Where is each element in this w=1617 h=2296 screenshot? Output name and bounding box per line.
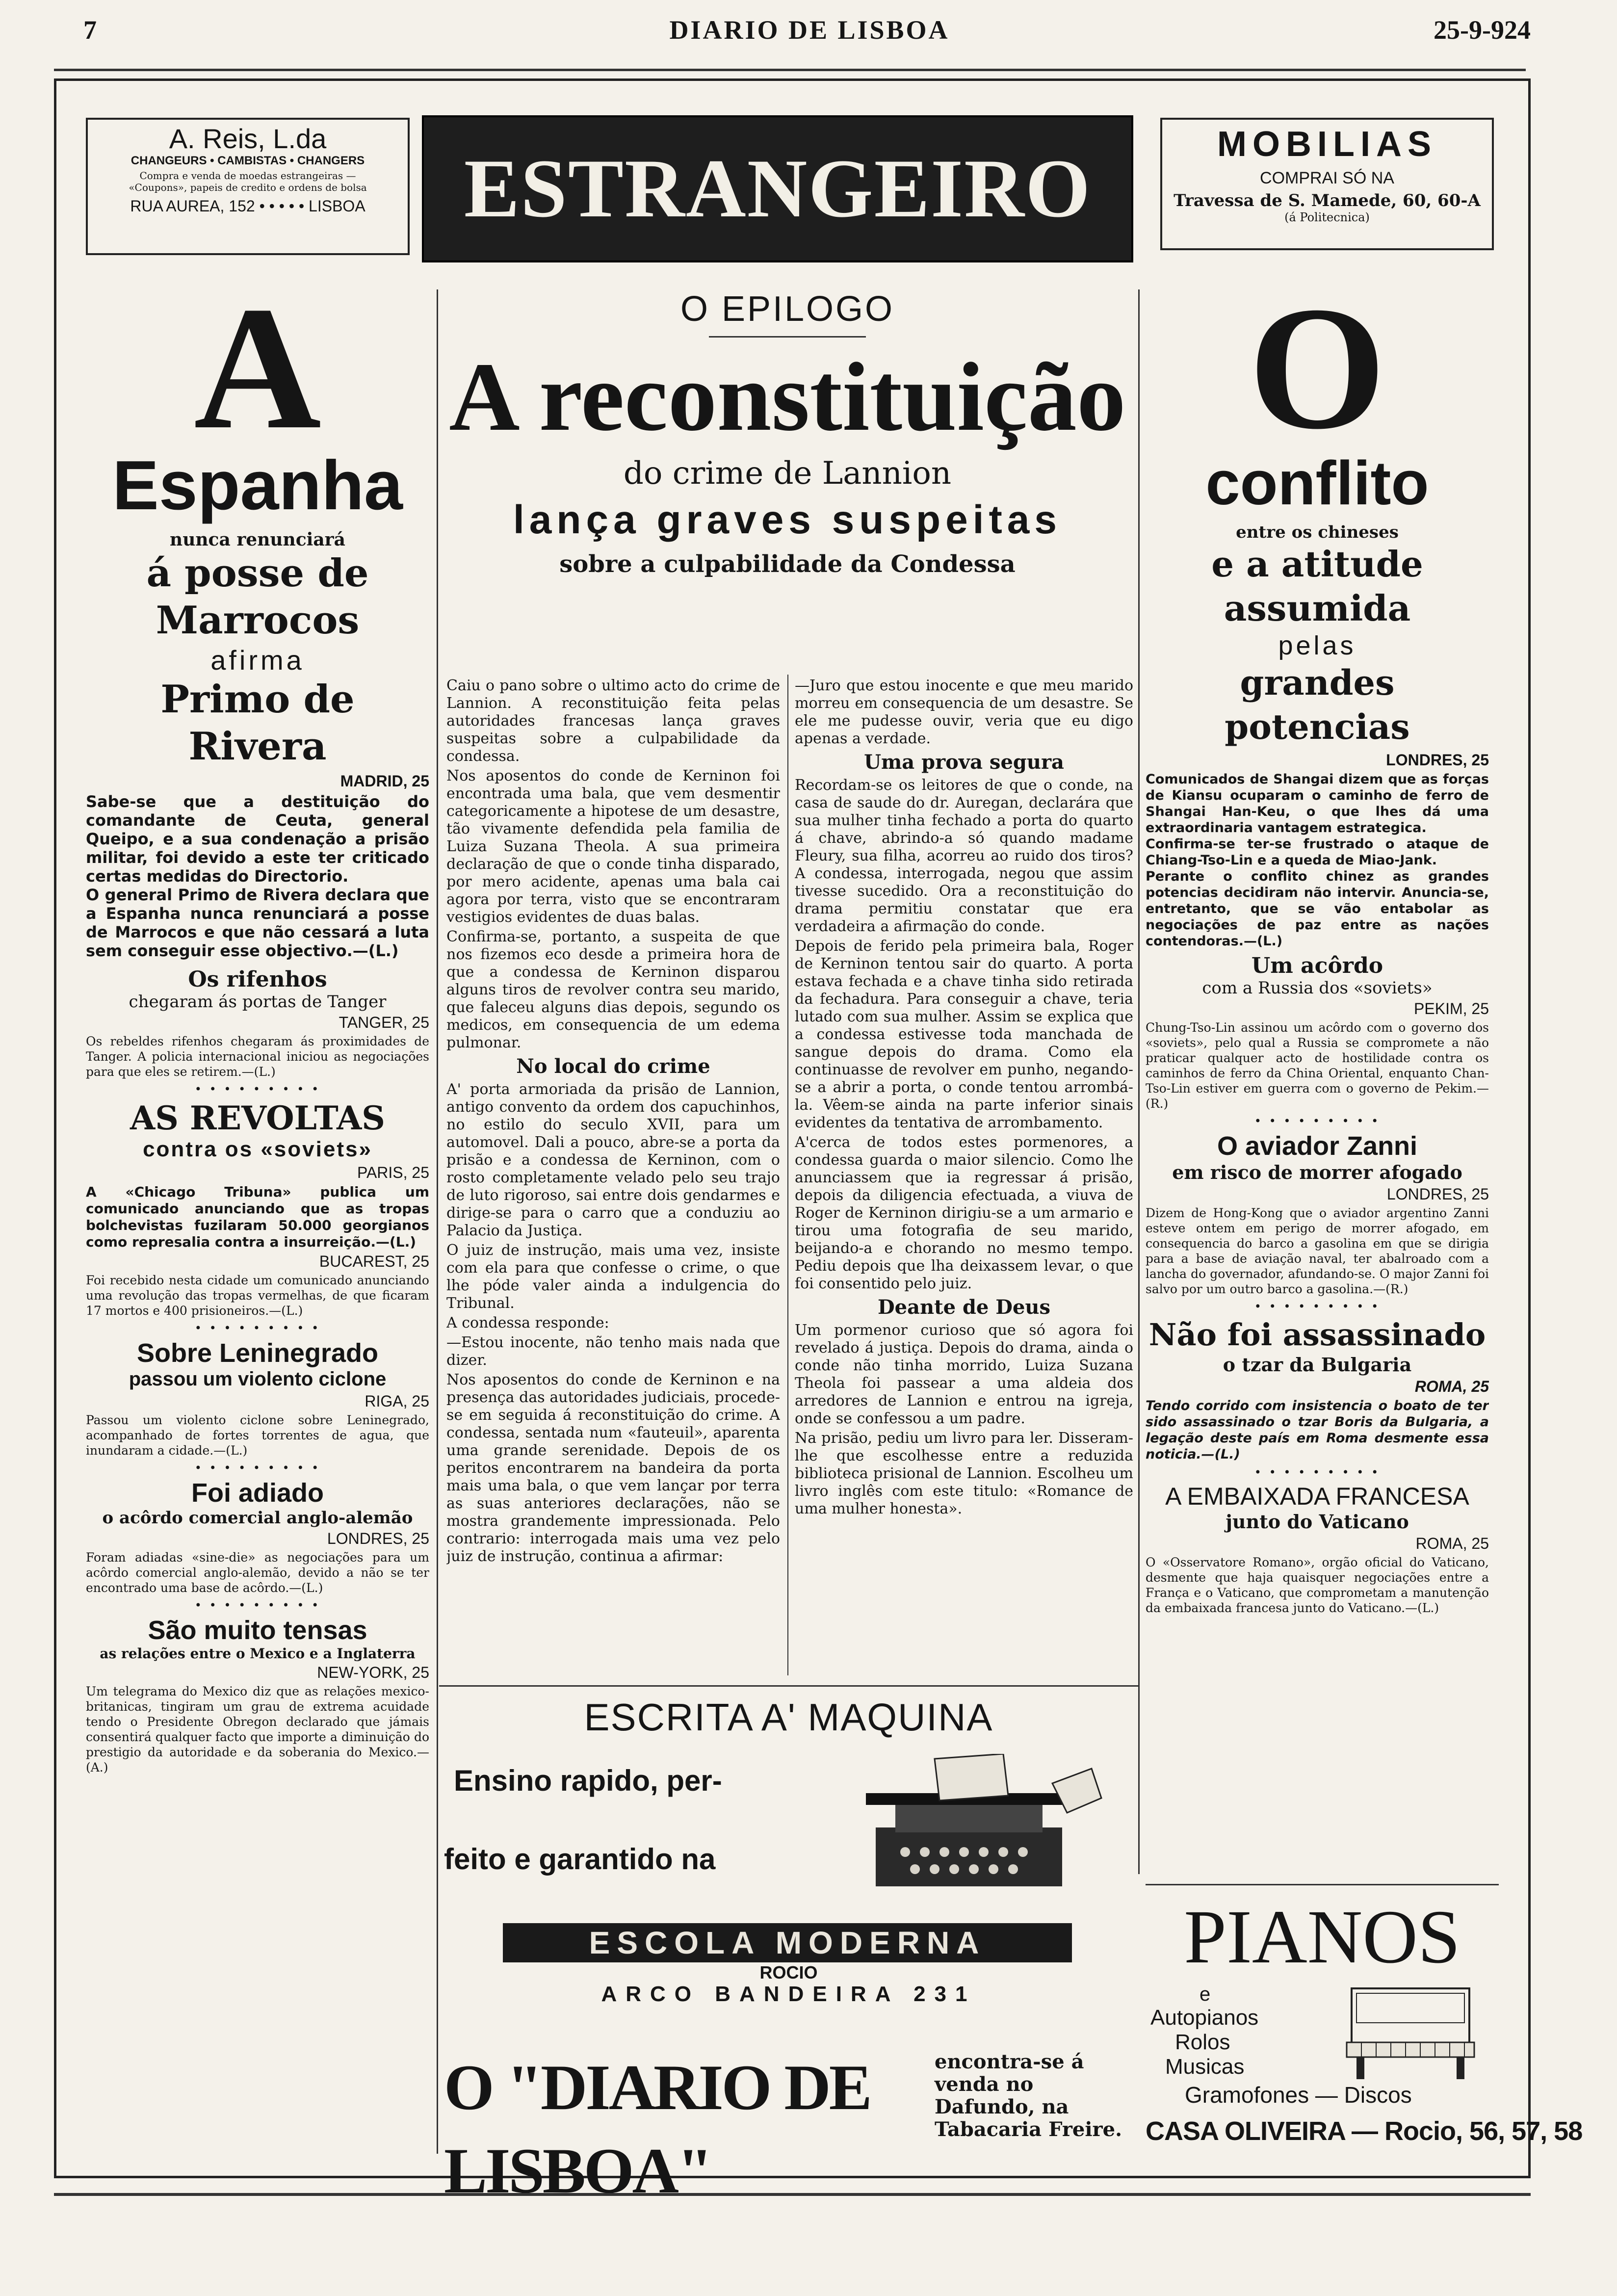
revoltas-sub: contra os «soviets» (143, 1137, 372, 1161)
ad-pianos-item-2: Autopianos (1150, 2006, 1259, 2030)
masthead-rule (54, 69, 1526, 71)
separator-6: • • • • • • • • • (1254, 1300, 1381, 1313)
right-place-1: LONDRES, 25 (1386, 751, 1489, 769)
right-body-2: Confirma-se ter-se frustrado o ataque de Chiang-Tso-Lin e a queda de Miao-Jank. (1146, 836, 1489, 868)
center-head-1: A reconstituição (449, 343, 1126, 451)
center-sub-2: Uma prova segura (864, 751, 1064, 774)
issue-date: 25-9-924 (1434, 15, 1531, 45)
ad-escrita (444, 1690, 1133, 2004)
left-column (86, 287, 429, 2166)
revoltas-place: PARIS, 25 (357, 1164, 429, 1181)
center-kicker: O EPILOGO (680, 289, 895, 329)
center-col1-p2: Nos aposentos do conde de Kerninon foi encontrada uma bala, que vem desmentir categoricamente a hipotese de um desastre, tão vivamente defendida pela familia de Luiza Suzana Theola. A sua primeira declaração de que o conde tinha disparado, por mero acidente, apenas uma bala cai agora por terra, visto que se encontraram vestigios evidentes de duas balas. (446, 767, 780, 926)
right-head-5: grandes potencias (1225, 662, 1410, 747)
ad-reis-line1: CHANGEURS • CAMBISTAS • CHANGERS (130, 154, 365, 167)
center-sub-3: Deante de Deus (877, 1296, 1051, 1319)
rifenhos-head: Os rifenhos (188, 967, 327, 992)
ad-reis-name: A. Reis, L.da (169, 123, 327, 154)
ad-escrita-school: ESCOLA MODERNA (503, 1923, 1072, 1962)
right-body-1: Comunicados de Shangai dizem que as forças de Kiansu ocuparam o caminho de ferro de Shangai Han-Keu, o que lhes dá uma extraordinaria vantagem estrategica. (1146, 772, 1489, 835)
leninegrado-body: Passou um violento ciclone sobre Leninegrado, acompanhado de fortes torrentes de agua, que inundaram a cidade.—(L.) (86, 1413, 429, 1458)
tzar-body: Tendo corrido com insistencia o boato de ter sido assassinado o tzar Boris da Bulgaria, a legação deste país em Roma desmente essa noticia.—(L.) (1146, 1398, 1489, 1462)
acordo-place: PEKIM, 25 (1414, 1000, 1489, 1018)
center-col1-p1: Caiu o pano sobre o ultimo acto do crime de Lannion. A reconstituição feita pelas autoridades francesas lança graves suspeitas sobre a culpabilidade da condessa. (446, 677, 780, 765)
center-head-4: sobre a culpabilidade da Condessa (559, 550, 1016, 578)
tzar-place: ROMA, 25 (1414, 1378, 1489, 1395)
ad-pianos (1146, 1884, 1583, 2168)
right-big-letter: O (1248, 287, 1386, 466)
ad-diario-big: O "DIARIO DE LISBOA" (444, 2051, 870, 2207)
center-col1b-p5: Nos aposentos do conde de Kerninon e na presença das autoridades judiciais, procede-se em seguida á reconstituição do crime. A condessa, sentada num «fauteuil», aparenta uma grande serenidade. Depois de os peritos encontrarem na bandeira da porta mais uma bala, o que vem lançar por terra as suas anteriores declarações, não se mostra grandemente impressionada. Pelo contrario: interrogada mais uma vez pelo juiz de instrução, continua a afirmar: (446, 1371, 780, 1565)
tzar-head: Não foi assassinado (1148, 1317, 1486, 1353)
rifenhos-sub: chegaram ás portas de Tanger (129, 992, 387, 1012)
left-place-1: MADRID, 25 (340, 772, 429, 790)
bucarest-body: Foi recebido nesta cidade um comunicado anunciando uma revolução das tropas vermelhas, de que ficaram 17 mortos e 400 prisioneiros.—(L.) (86, 1273, 429, 1318)
rifenhos-place: TANGER, 25 (339, 1014, 429, 1031)
kicker-rule (709, 336, 866, 338)
embaixada-place: ROMA, 25 (1415, 1535, 1489, 1552)
left-body-2: O general Primo de Rivera declara que a Espanha nunca renunciará a posse de Marrocos e que não cessará a luta sem conseguir esse objectivo.—(L.) (86, 886, 429, 960)
left-big-letter: A (194, 287, 321, 466)
center-col-1 (446, 677, 780, 1683)
ad-pianos-footer: CASA OLIVEIRA — Rocio, 56, 57, 58 (1146, 2116, 1583, 2146)
ad-escrita-line2: feito e garantido na (444, 1843, 716, 1876)
acordo-sub: com a Russia dos «soviets» (1202, 978, 1433, 998)
ad-reis (86, 118, 410, 255)
center-col1b-p4: —Estou inocente, não tenho mais nada que dizer. (446, 1334, 780, 1369)
separator-3: • • • • • • • • • (194, 1461, 321, 1475)
typewriter-illustration (836, 1754, 1111, 1901)
section-title: ESTRANGEIRO (464, 142, 1092, 235)
center-col2c-p2: Na prisão, pediu um livro para ler. Disseram-lhe que escolhesse entre a reduzida biblioteca prisional de Lannion. Escolheu um livro inglês com este titulo: «Romance de uma mulher honesta». (795, 1430, 1133, 1517)
left-head-3: á posse de Marrocos (146, 551, 369, 643)
center-col2-p1: —Juro que estou inocente e que meu marido morreu em consequencia de um desastre. Se ele me pudesse ouvir, veria que eu digo apenas a verdade. (795, 677, 1133, 747)
left-body-1: Sabe-se que a destituição do comandante de Ceuta, general Queipo, e a sua condenação a prisão militar, foi devido a este ter criticado certas medidas do Directorio. (86, 792, 429, 886)
acordo-head: Um acôrdo (1251, 953, 1383, 978)
adiado-body: Foram adiadas «sine-die» as negociações para um acôrdo comercial anglo-alemão, devido a não se ter encontrado uma base de acôrdo.—(L.) (86, 1550, 429, 1595)
revoltas-body: A «Chicago Tribuna» publica um comunicado anunciando que as tropas bolchevistas fuzilaram 50.000 georgianos como represalia contra a insurreição.—(L.) (86, 1184, 429, 1250)
embaixada-head: A EMBAIXADA FRANCESA (1165, 1483, 1469, 1510)
ad-pianos-item-1: e (1200, 1983, 1211, 2005)
separator-5: • • • • • • • • • (1254, 1114, 1381, 1128)
left-head-2: nunca renunciará (170, 529, 345, 550)
section-banner (422, 115, 1133, 262)
ad-mobilias (1160, 118, 1494, 250)
ad-pianos-item-3: Rolos (1175, 2030, 1230, 2054)
zanni-sub: em risco de morrer afogado (1172, 1161, 1462, 1183)
column-rule-1 (437, 289, 438, 2154)
newspaper-title: DIARIO DE LISBOA (669, 15, 950, 45)
separator-1: • • • • • • • • • (194, 1082, 321, 1096)
separator-7: • • • • • • • • • (1254, 1465, 1381, 1479)
adiado-sub: o acôrdo comercial anglo-alemão (102, 1508, 413, 1528)
ad-mobilias-title: MOBILIAS (1217, 125, 1437, 164)
right-head-4: pelas (1278, 631, 1356, 660)
right-body-3: Perante o conflito chinez as grandes potencias decidiram não intervir. Anuncia-se, entretanto, que se vão entabolar as negociações de paz entre as nações contendoras.—(L.) (1146, 869, 1489, 949)
zanni-place: LONDRES, 25 (1386, 1185, 1489, 1203)
ad-top-rule (439, 1685, 1138, 1687)
adiado-place: LONDRES, 25 (327, 1530, 429, 1547)
separator-4: • • • • • • • • • (194, 1598, 321, 1612)
zanni-body: Dizem de Hong-Kong que o aviador argentino Zanni esteve ontem em perigo de morrer afogado, em consequencia do barco a gasolina em que se dirigia para a base de aviação naval, ter abalroado com a lancha do governador, afundando-se. O major Zanni foi salvo por um outro barco a gasolina.—(R.) (1146, 1206, 1489, 1296)
tensas-sub: as relações entre o Mexico e a Inglaterra (100, 1645, 416, 1662)
right-column (1146, 287, 1489, 1881)
ad-diario (444, 2036, 1133, 2207)
separator-2: • • • • • • • • • (194, 1321, 321, 1335)
right-head-1: conflito (1205, 448, 1429, 518)
center-col2b-p1: Recordam-se os leitores de que o conde, na casa de saude do dr. Auregan, declarára que sua mulher tinha fechado a porta do quarto á chave, abrindo-a só quando madame Fleury, sua filha, acorreu ao ruido dos tiros? A condessa, interrogada, negou que assim tivesse sucedido. Ora a reconstituição do drama permitiu constatar que era verdadeira a afirmação do conde. (795, 777, 1133, 935)
embaixada-sub: junto do Vaticano (1226, 1511, 1409, 1533)
embaixada-body: O «Osservatore Romano», orgão oficial do Vaticano, desmente que haja quaisquer negociações entre a França e o Vaticano, que comprometam a manutenção da embaixada francesa junto do Vaticano.—(L.) (1146, 1555, 1489, 1615)
leninegrado-head: Sobre Leninegrado (136, 1338, 379, 1368)
left-head-5: Primo de Rivera (160, 677, 355, 769)
left-head-1: Espanha (112, 446, 403, 524)
ad-pianos-item-4: Musicas (1165, 2055, 1245, 2079)
revoltas-head: AS REVOLTAS (130, 1099, 385, 1137)
tzar-sub: o tzar da Bulgaria (1223, 1354, 1412, 1376)
center-head-2: do crime de Lannion (623, 455, 952, 492)
rifenhos-body: Os rebeldes rifenhos chegaram ás proximidades de Tanger. A policia internacional iniciou as negociações para que eles se retirem.—(L.) (86, 1034, 429, 1079)
ad-escrita-addr2: ARCO BANDEIRA 231 (601, 1982, 976, 2006)
tensas-head: São muito tensas (148, 1616, 367, 1645)
ad-diario-right: encontra-se á venda no Dafundo, na Tabacaria Freire. (935, 2050, 1122, 2141)
center-col1b-p1: A' porta armoriada da prisão de Lannion, antigo convento da ordem dos capuchinhos, no estilo do seculo XVII, para um automovel. Dali a pouco, abre-se a porta da prisão e a condessa de Kerninon, com o rosto completamente velado pelo seu trajo de luto rigoroso, sai entre dois gendarmes e dirige-se para o carro que a conduziu ao Palacio da Justiça. (446, 1081, 780, 1239)
page-bottom-rule (54, 2193, 1531, 2196)
ad-escrita-title: ESCRITA A' MAQUINA (584, 1696, 993, 1739)
left-head-4: afirma (210, 645, 305, 676)
center-head-3: lança graves suspeitas (513, 497, 1062, 542)
acordo-body: Chung-Tso-Lin assinou um acôrdo com o governo dos «soviets», pelo qual a Russia se compromete a não praticar qualquer acto de hostilidade contra os caminhos de ferro da China Oriental, enquanto Chan-Tso-Lin estiver em guerra com o governo de Pekim.—(R.) (1146, 1020, 1489, 1111)
ad-reis-line2: Compra e venda de moedas estrangeiras — «Coupons», papeis de credito e ordens de bolsa (129, 170, 367, 193)
right-head-3: e a atitude assumida (1211, 543, 1423, 629)
tensas-place: NEW-YORK, 25 (317, 1664, 429, 1681)
center-col2b-p3: A'cerca de todos estes pormenores, a condessa guarda o maior silencio. Como lhe anunciassem que ia regressar á prisão, depois da diligencia efectuada, a viuva de Roger de Kerninon dirigiu-se a um armario e tirou uma fotografia de seu marido, beijando-a e chorando no mesmo tempo. Pediu depois que lha deixassem levar, o que foi consentido pelo juiz. (795, 1134, 1133, 1292)
page-number: 7 (83, 15, 97, 45)
column-rule-2 (1138, 289, 1140, 1874)
ad-mobilias-line2: Travessa de S. Mamede, 60, 60-A (1174, 191, 1481, 210)
ad-pianos-item-5: Gramofones — Discos (1185, 2082, 1412, 2108)
center-col1-p3: Confirma-se, portanto, a suspeita de que nos fizemos eco desde a primeira hora de que a condessa de Kerninon disparou alguns tiros de revolver contra seu marido, que faleceu alguns dias depois, segundo os medicos, em consequencia de um edema pulmonar. (446, 928, 780, 1051)
ad-pianos-title: PIANOS (1184, 1894, 1461, 1979)
ad-escrita-addr1: ROCIO (759, 1962, 818, 1983)
center-col-2 (795, 677, 1133, 1683)
center-sub-1: No local do crime (516, 1055, 710, 1078)
center-headlines (444, 287, 1131, 679)
center-col1b-p3: A condessa responde: (446, 1314, 609, 1331)
ad-reis-address: RUA AUREA, 152 • • • • • LISBOA (130, 197, 365, 215)
ad-mobilias-line1: COMPRAI SÓ NA (1260, 169, 1394, 187)
piano-illustration (1342, 1983, 1479, 2082)
center-col2b-p2: Depois de ferido pela primeira bala, Roger de Kerninon tentou sair do quarto. A porta estava fechada e a chave tinha sido retirada da fechadura. Para conseguir a chave, teria lutado com sua mulher. Assim se explica que a condessa estivesse toda manchada de sangue depois do drama. Como ela continuasse de revolver em punho, negando-se a abrir a porta, o conde tentou arrombá-la. Vêem-se ainda na parte inferior sinais evidentes da tentativa de arrombamento. (795, 938, 1133, 1131)
ad-escrita-line1: Ensino rapido, per- (454, 1764, 722, 1797)
ad-mobilias-line3: (á Politecnica) (1284, 210, 1370, 224)
center-col2c-p1: Um pormenor curioso que só agora foi revelado á justiça. Depois do drama, ainda o conde não tinha morrido, Luiza Suzana Theola foi passear a uma aldeia dos arredores de Lannion e entrou na igreja, onde se confessou a um padre. (795, 1322, 1133, 1427)
zanni-head: O aviador Zanni (1217, 1131, 1418, 1161)
tensas-body: Um telegrama do Mexico diz que as relações mexico-britanicas, tingiram um grau de extrema acuidade tendo o Presidente Obregon declarado que jámais consentirá qualquer facto que importe a diminuição do prestigio da autoridade e da soberania do Mexico.—(A.) (86, 1684, 429, 1774)
center-col1b-p2: O juiz de instrução, mais uma vez, insiste com ela para que confesse o crime, o que lhe póde valer ainda a indulgencia do Tribunal. (446, 1242, 780, 1312)
center-column-rule (787, 675, 788, 1675)
bucarest-place: BUCAREST, 25 (319, 1252, 429, 1270)
right-head-2: entre os chineses (1236, 522, 1399, 542)
adiado-head: Foi adiado (191, 1478, 324, 1508)
leninegrado-sub: passou um violento ciclone (129, 1368, 387, 1390)
leninegrado-place: RIGA, 25 (365, 1392, 429, 1410)
